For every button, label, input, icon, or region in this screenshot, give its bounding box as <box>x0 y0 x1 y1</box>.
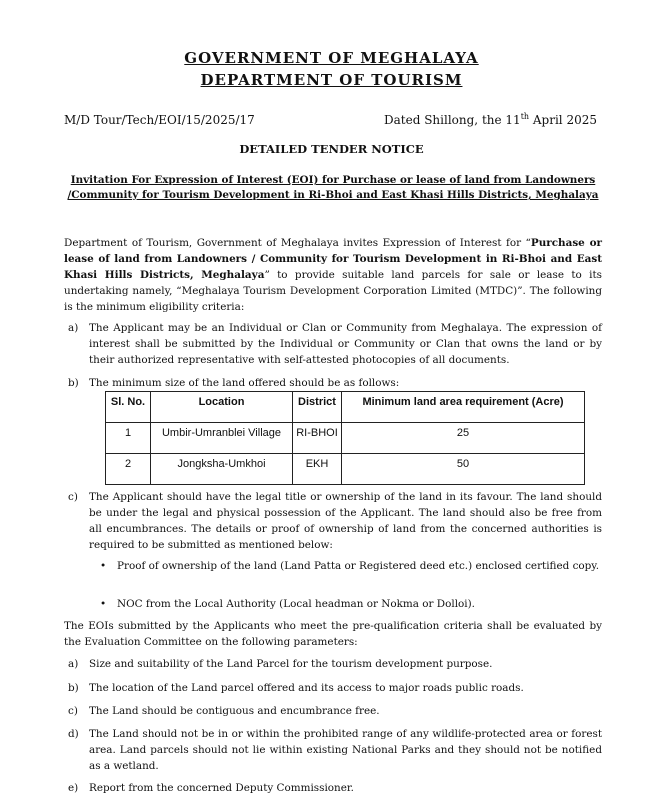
item-label: b) <box>68 377 79 389</box>
item-label: d) <box>68 728 79 740</box>
cell: 1 <box>106 423 151 454</box>
item-label: c) <box>68 491 78 503</box>
notice-title: DETAILED TENDER NOTICE <box>239 142 424 156</box>
reference-number: M/D Tour/Tech/EOI/15/2025/17 <box>64 113 255 127</box>
header-cell: Location <box>151 392 293 423</box>
cell: 25 <box>342 423 585 454</box>
item-label: b) <box>68 682 79 694</box>
cell: 50 <box>342 454 585 485</box>
item-label: e) <box>68 782 79 794</box>
table-row <box>106 454 585 485</box>
item-text: The location of the Land parcel offered and its access to major roads public roads. <box>89 682 524 694</box>
header-department: DEPARTMENT OF TOURISM <box>200 71 463 89</box>
header-government: GOVERNMENT OF MEGHALAYA <box>184 49 479 67</box>
item-label: c) <box>68 705 78 717</box>
criteria-a <box>64 320 602 368</box>
parameter-b <box>64 680 602 696</box>
subject: Invitation For Expression of Interest (EOI) for Purchase or lease of land from Landowners /Community for Tourism Development in Ri-Bhoi and East Khasi Hills Districts, Meghalaya <box>67 174 599 201</box>
cell: Jongksha-Umkhoi <box>151 454 293 485</box>
item-text: Size and suitability of the Land Parcel for the tourism development purpose. <box>89 658 493 670</box>
intro-paragraph <box>64 235 602 315</box>
land-requirement-table <box>105 391 585 485</box>
cell: EKH <box>293 454 342 485</box>
bullet-text: Proof of ownership of the land (Land Patta or Registered deed etc.) enclosed certified copy. <box>117 560 600 572</box>
item-text: Report from the concerned Deputy Commissioner. <box>89 782 354 794</box>
cell: Umbir-Umranblei Village <box>151 423 293 454</box>
bullet-icon: • <box>100 560 107 572</box>
dated-sup: th <box>520 112 530 121</box>
bullet-icon: • <box>100 598 107 610</box>
parameter-a <box>64 656 602 672</box>
cell: 2 <box>106 454 151 485</box>
intro-text-2: ” to provide suitable land parcels for sale or lease to its undertaking namely, “Meghalaya Tourism Development Corporation Limited (MTDC)”. The following is the minimum eligibility criteria: <box>64 269 602 313</box>
parameter-d <box>64 726 602 774</box>
item-text: The Applicant should have the legal title or ownership of the land in its favour. The land should be under the legal and physical possession of the Applicant. The land should also be free from all encumbrances. The details or proof of ownership of land from the concerned authorities is required to be submitted as mentioned below: <box>89 491 602 551</box>
bullet-item <box>100 558 602 574</box>
bullet-item <box>100 596 602 612</box>
parameter-c <box>64 703 602 719</box>
table-header-row <box>106 392 585 423</box>
intro-bold: Purchase or lease of land from Landowners / Community for Tourism Development in Ri-Bhoi and East Khasi Hills Districts, Meghalaya <box>64 237 602 281</box>
item-text: The Land should be contiguous and encumbrance free. <box>89 705 380 717</box>
criteria-c <box>64 489 602 553</box>
item-text: The Land should not be in or within the prohibited range of any wildlife-protected area or forest area. Land parcels should not lie within existing National Parks and they should not be notified as a wetland. <box>89 728 602 772</box>
item-text: The minimum size of the land offered should be as follows: <box>89 377 400 389</box>
item-label: a) <box>68 658 79 670</box>
header-cell: Sl. No. <box>106 392 151 423</box>
criteria-b <box>64 375 602 391</box>
item-label: a) <box>68 322 79 334</box>
table-row <box>106 423 585 454</box>
intro-text: Department of Tourism, Government of Meghalaya invites Expression of Interest for “ <box>64 237 531 249</box>
evaluation-intro: The EOIs submitted by the Applicants who meet the pre-qualification criteria shall be evaluated by the Evaluation Committee on the following parameters: <box>64 620 602 648</box>
cell: RI-BHOI <box>293 423 342 454</box>
parameter-e <box>64 780 602 796</box>
bullet-text: NOC from the Local Authority (Local headman or Nokma or Dolloi). <box>117 598 475 610</box>
header-cell: Minimum land area requirement (Acre) <box>342 392 585 423</box>
dated-line <box>384 112 597 128</box>
dated-prefix: Dated Shillong, the 11 <box>384 113 521 127</box>
header-cell: District <box>293 392 342 423</box>
dated-suffix: April 2025 <box>529 113 597 127</box>
item-text: The Applicant may be an Individual or Clan or Community from Meghalaya. The expression of interest shall be submitted by the Individual or Community or Clan that owns the land or by their authorized representative with self-attested photocopies of all documents. <box>89 322 602 366</box>
